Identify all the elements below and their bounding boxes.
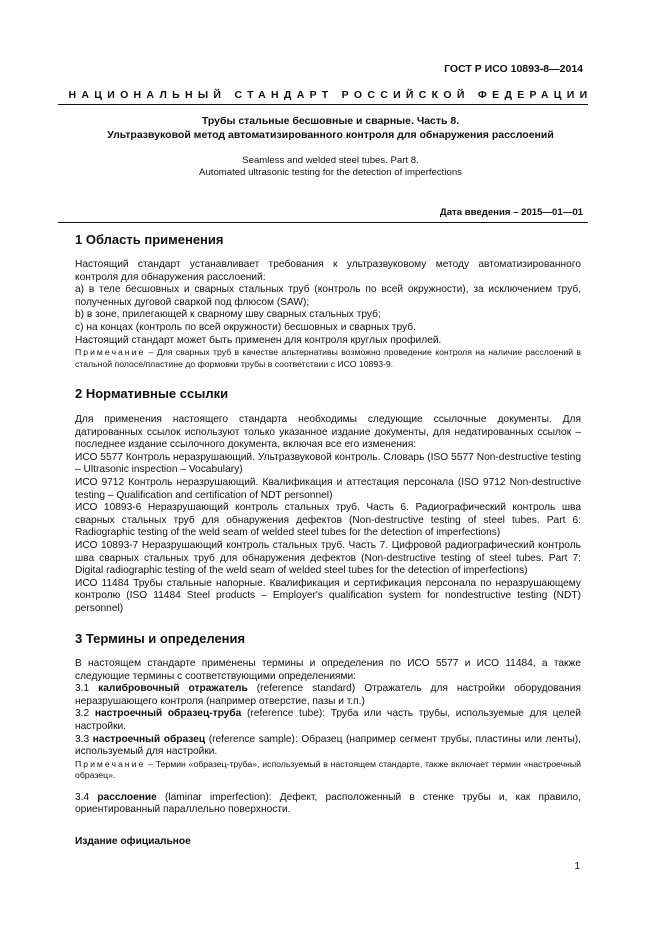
official-edition-label: Издание официальное bbox=[75, 836, 191, 847]
term-name: настроечный образец bbox=[92, 733, 206, 745]
section-1-body bbox=[75, 259, 581, 370]
term-name: калибровочный отражатель bbox=[98, 683, 248, 695]
section-2-heading: 2 Нормативные ссылки bbox=[75, 386, 229, 401]
banner-rule bbox=[58, 104, 588, 105]
reference-item: ИСО 9712 Контроль неразрушающий. Квалификация и аттестация персонала (ISO 9712 Non-destructive testing – Qualification and certification of NDT personnel) bbox=[75, 476, 581, 501]
term-3-1 bbox=[75, 683, 581, 708]
term-definition: (reference standard) Отражатель для настройки оборудования неразрушающего контроля (например отверстие, пазы и т.п.) bbox=[75, 683, 581, 707]
term-name: расслоение bbox=[97, 791, 157, 803]
term-name: настроечный образец-труба bbox=[94, 708, 242, 720]
paragraph: Настоящий стандарт может быть применен для контроля круглых профилей. bbox=[75, 334, 442, 346]
title-ru-line2: Ультразвуковой метод автоматизированного контроля для обнаружения расслоений bbox=[107, 129, 554, 141]
note-text: – Для сварных труб в качестве альтернативы возможно проведение контроля на наличие расслоений в стальной полосе/пластине до формовки трубы в соответствии с ИСО 10893-9. bbox=[75, 347, 581, 369]
reference-item: ИСО 5577 Контроль неразрушающий. Ультразвуковой контроль. Словарь (ISO 5577 Non-destructive testing – Ultrasonic inspection – Vocabulary) bbox=[75, 451, 581, 476]
note bbox=[75, 347, 581, 370]
section-3-heading: 3 Термины и определения bbox=[75, 631, 246, 646]
paragraph: Для применения настоящего стандарта необходимы следующие ссылочные документы. Для датированных ссылок используют только указанное издание документы, для недатированных ссылок – последнее издание ссылочного документа, включая все его изменения: bbox=[75, 414, 581, 451]
document-code: ГОСТ Р ИСО 10893-8—2014 bbox=[444, 63, 583, 75]
note-text: – Термин «образец-труба», используемый в настоящем стандарте, также включает термин «настроечный образец». bbox=[75, 758, 581, 781]
term-number: 3.1 bbox=[75, 683, 99, 695]
note-label: Примечание bbox=[75, 347, 146, 358]
title-en-line1: Seamless and welded steel tubes. Part 8. bbox=[242, 155, 419, 166]
section-3-body bbox=[75, 658, 581, 817]
section-1-heading: 1 Область применения bbox=[75, 232, 224, 247]
reference-item: ИСО 10893-6 Неразрушающий контроль стальных труб. Часть 6. Радиографический контроль шва сварных стальных труб для обнаружения дефектов (Non-destructive testing of steel tubes. Part 6: Radiographic testing of the weld seam of welded steel tubes for the detection of imperfections) bbox=[75, 502, 581, 539]
paragraph: a) в теле бесшовных и сварных стальных труб (контроль по всей окружности), за исключением труб, полученных дуговой сваркой под флюсом (SAW); bbox=[75, 284, 581, 308]
term-3-2 bbox=[75, 708, 581, 733]
date-rule bbox=[58, 222, 588, 223]
term-number: 3.2 bbox=[75, 708, 95, 720]
term-definition: (reference sample): Образец (например сегмент трубы, пластины или ленты), используемый для настройки. bbox=[75, 733, 581, 758]
national-standard-banner: НАЦИОНАЛЬНЫЙ СТАНДАРТ РОССИЙСКОЙ ФЕДЕРАЦИИ bbox=[68, 89, 593, 101]
reference-item: ИСО 10893-7 Неразрушающий контроль стальных труб. Часть 7. Цифровой радиографический контроль шва сварных стальных труб для обнаружения дефектов (Non-destructive testing of steel tubes. Part 7: Digital radiographic testing of the weld seam of welded steel tubes for the detection of imperfections) bbox=[75, 539, 581, 577]
note-label: Примечание bbox=[75, 758, 146, 769]
paragraph: c) на концах (контроль по всей окружности) бесшовных и сварных труб. bbox=[75, 321, 416, 333]
term-number: 3.3 bbox=[75, 733, 93, 745]
paragraph: b) в зоне, прилегающей к сварному шву сварных стальных труб; bbox=[75, 309, 381, 321]
term-definition: (laminar imperfection): Дефект, расположенный в стенке трубы и, как правило, ориентированный параллельно поверхности. bbox=[75, 791, 581, 816]
section-2-body bbox=[75, 414, 581, 616]
term-3-4 bbox=[75, 792, 581, 817]
term-3-3 bbox=[75, 734, 581, 759]
introduction-date: Дата введения – 2015—01—01 bbox=[439, 207, 583, 218]
page-number: 1 bbox=[574, 861, 580, 872]
paragraph: В настоящем стандарте применены термины и определения по ИСО 5577 и ИСО 11484, а также следующие термины с соответствующими определениями: bbox=[75, 658, 581, 682]
term-number: 3.4 bbox=[75, 791, 98, 803]
paragraph: Настоящий стандарт устанавливает требования к ультразвуковому методу автоматизированного контроля для обнаружения расслоений: bbox=[75, 259, 581, 283]
title-ru-line1: Трубы стальные бесшовные и сварные. Часть 8. bbox=[201, 115, 460, 127]
note bbox=[75, 759, 581, 782]
term-definition: (reference tube): Труба или часть трубы, используемые для целей настройки. bbox=[75, 708, 581, 732]
reference-item: ИСО 11484 Трубы стальные напорные. Квалификация и сертификация персонала по неразрушающему контролю (ISO 11484 Steel products – Employer's qualification system for nondestructive testing (NDT) personnel) bbox=[75, 577, 581, 614]
title-en-line2: Automated ultrasonic testing for the detection of imperfections bbox=[199, 167, 462, 178]
